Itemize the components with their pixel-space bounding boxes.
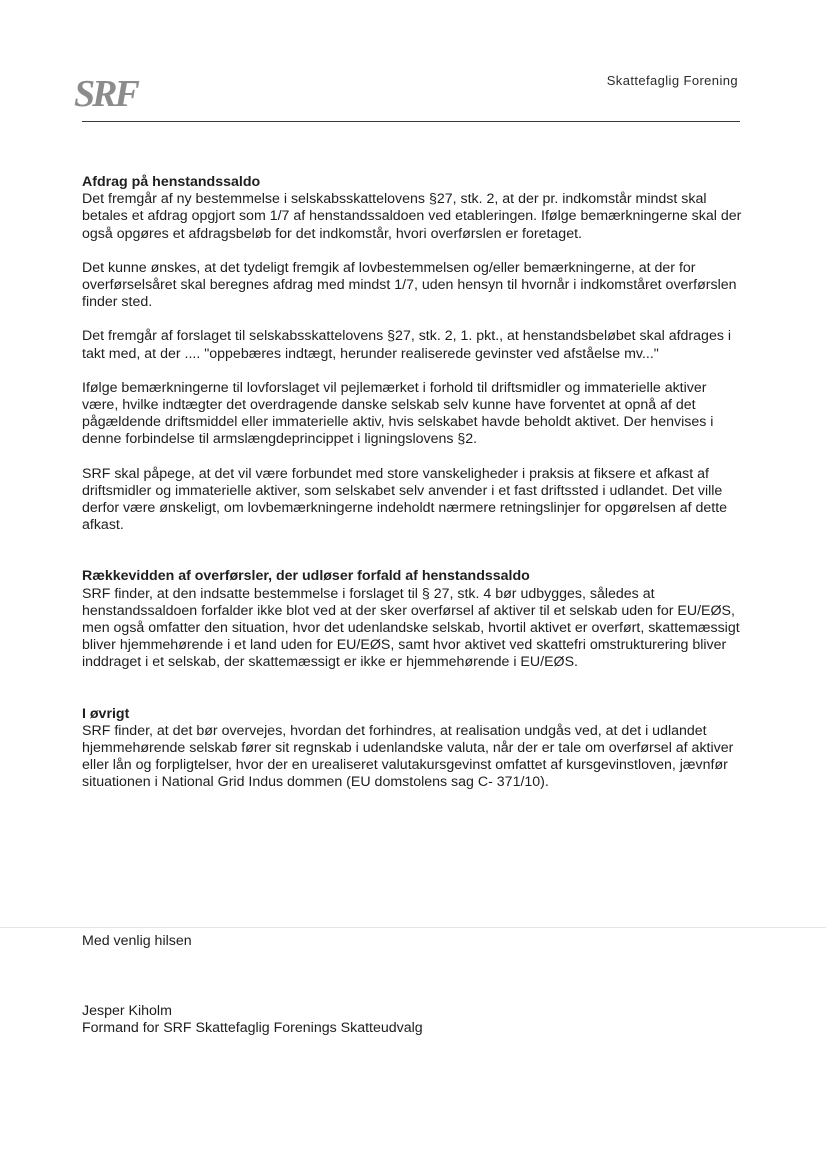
signature-block xyxy=(82,1003,423,1037)
paragraph: Det fremgår af ny bestemmelse i selskabsskattelovens §27, stk. 2, at der pr. indkomstår mindst skal betales et afdrag opgjort som 1/7 af henstandssaldoen ved etableringen. Ifølge bemærkningerne skal der også opgøres et afdragsbeløb for det indkomstår, hvori overførslen er foretaget. xyxy=(82,191,742,242)
paragraph: Det kunne ønskes, at det tydeligt fremgik af lovbestemmelsen og/eller bemærkningerne, at der for overførselsåret skal beregnes afdrag med mindst 1/7, uden hensyn til hvornår i indkomståret overførslen finder sted. xyxy=(82,259,737,311)
header-divider xyxy=(82,121,740,122)
paragraph: SRF finder, at det bør overvejes, hvordan det forhindres, at realisation undgås ved, at det i udlandet hjemmehørende selskab fører sit regnskab i udenlandske valuta, når der er tale om overførsel af aktiver eller lån og forpligtelser, hvor der en urealiseret valutakursgevinst omfattet af kursgevinstloven, jævnfør situationen i National Grid Indus dommen (EU domstolens sag C- 371/10). xyxy=(82,722,734,791)
section-heading: Rækkevidden af overførsler, der udløser forfald af henstandssaldo xyxy=(82,568,530,585)
letter-body xyxy=(82,174,742,809)
paragraph: SRF finder, at den indsatte bestemmelse i forslaget til § 27, stk. 4 bør udbygges, således at henstandssaldoen forfalder ikke blot ved at der sker overførsel af aktiver til et selskab uden for EU/EØS, men også omfatter den situation, hvor det udenlandske selskab, hvortil aktivet er overført, skattemæssigt bliver hjemmehørende i et land uden for EU/EØS, samt hvor aktivet ved skattefri omstrukturering bliver inddraget i et selskab, der skattemæssigt er ikke er hjemmehørende i EU/EØS. xyxy=(82,585,740,671)
section-spacer xyxy=(82,689,742,706)
srf-logo-text: SRF xyxy=(74,73,137,114)
paragraph: Det fremgår af forslaget til selskabsskattelovens §27, stk. 2, 1. pkt., at henstandsbeløbet skal afdrages i takt med, at der .... "oppebæres indtægt, herunder realiserede gevinster ved afståelse mv..." xyxy=(82,328,732,362)
faint-divider xyxy=(0,927,826,928)
paragraph: Ifølge bemærkningerne til lovforslaget vil pejlemærket i forhold til driftsmidler og immaterielle aktiver være, hvilke indtægter det overdragende danske selskab selv kunne have forventet at opnå af det pågældende driftsmiddel eller immaterielle aktiv, hvis selskabet havde beholdt aktivet. Der henvises i denne forbindelse til armslængdeprincippet i ligningslovens §2. xyxy=(82,379,714,448)
signer-name: Jesper Kiholm xyxy=(82,1003,172,1019)
closing-salutation: Med venlig hilsen xyxy=(82,933,192,949)
organization-name: Skattefaglig Forening xyxy=(606,73,738,88)
paragraph: SRF skal påpege, at det vil være forbundet med store vanskeligheder i praksis at fiksere et afkast af driftsmidler og immaterielle aktiver, som selskabet selv anvender i et fast driftssted i udlandet. Det ville derfor være ønskeligt, om lovbemærkningerne indeholdt nærmere retningslinjer for opgørelsen af dette afkast. xyxy=(82,465,728,534)
section-heading: I øvrigt xyxy=(82,705,130,722)
section-heading: Afdrag på henstandssaldo xyxy=(82,174,261,190)
section-spacer xyxy=(82,551,742,568)
signer-title: Formand for SRF Skattefaglig Forenings Skatteudvalg xyxy=(82,1020,423,1037)
srf-logo xyxy=(72,72,164,114)
